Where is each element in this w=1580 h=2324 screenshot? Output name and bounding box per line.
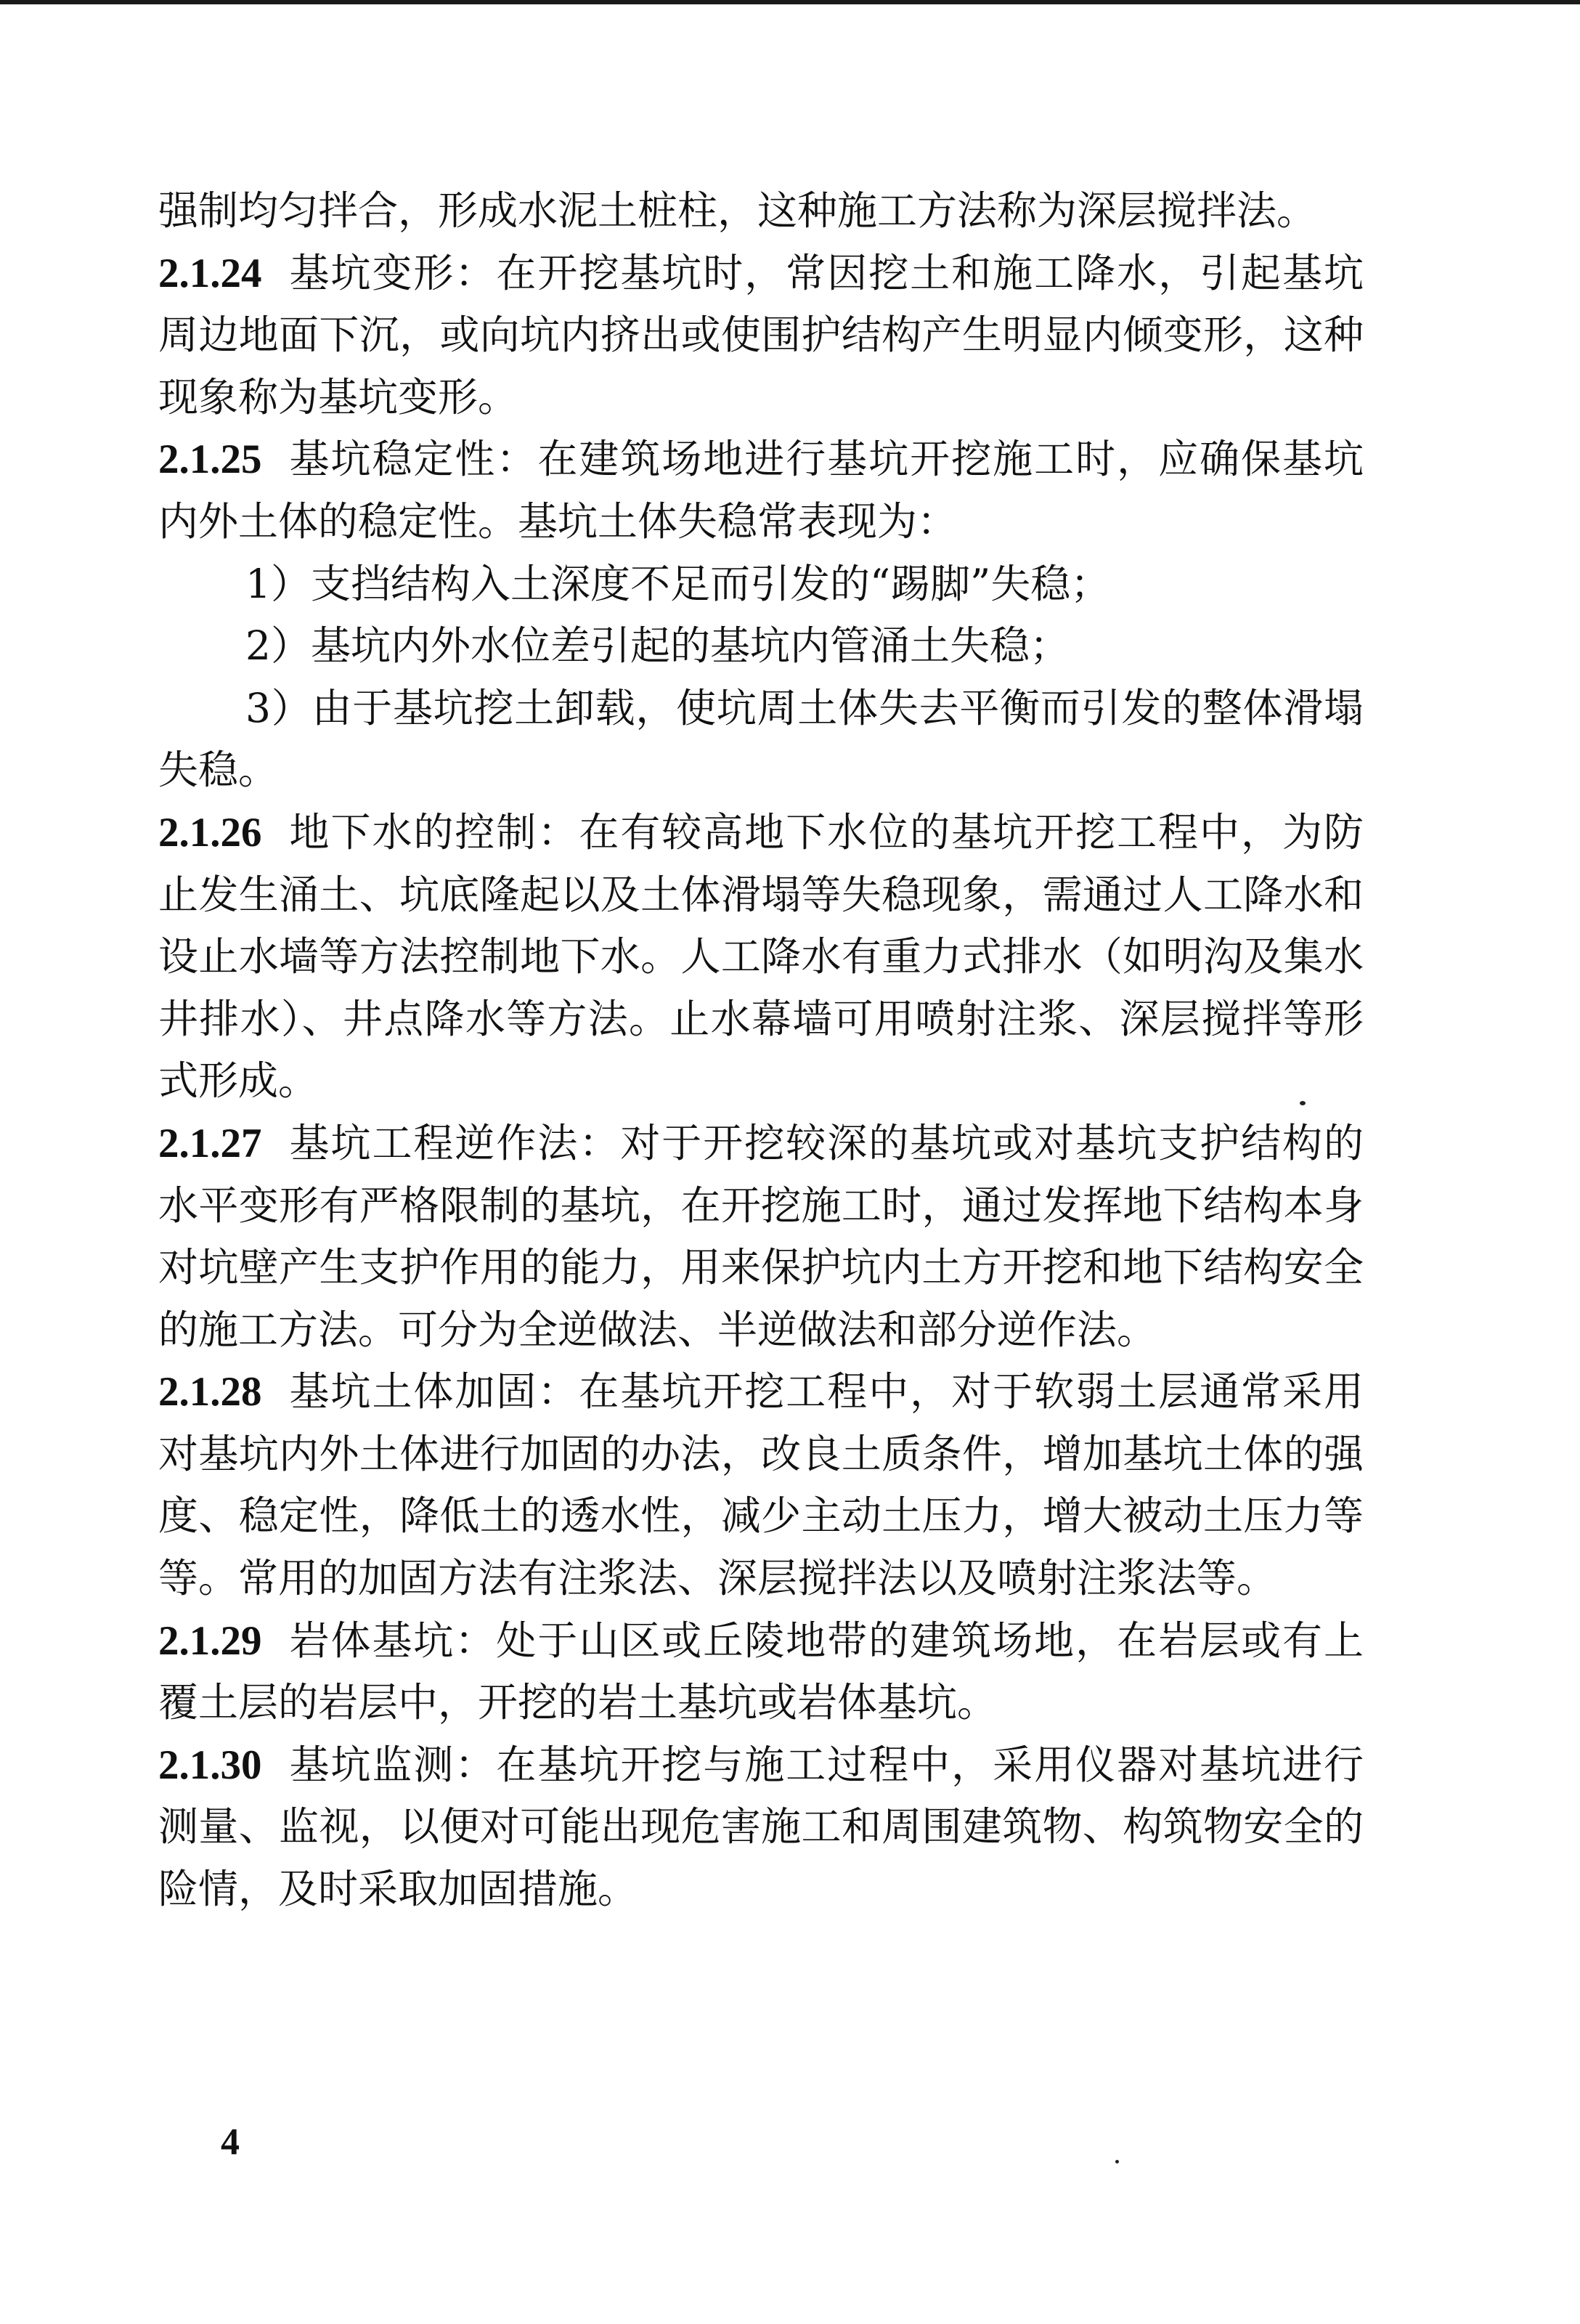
page-number: 4 [221, 2121, 240, 2163]
section-number: 2.1.29 [158, 1617, 262, 1664]
paragraph-text: 基坑变形：在开挖基坑时，常因挖土和施工降水，引起基坑周边地面下沉，或向坑内挤出或使围护结构产生明显内倾变形，这种现象称为基坑变形。 [158, 249, 1364, 420]
paragraph-text: 地下水的控制：在有较高地下水位的基坑开挖工程中，为防止发生涌土、坑底隆起以及土体滑塌等失稳现象，需通过人工降水和设止水墙等方法控制地下水。人工降水有重力式排水（如明沟及集水井排水）、井点降水等方法。止水幕墙可用喷射注浆、深层搅拌等形式形成。 [158, 808, 1364, 1105]
document-body [158, 180, 1364, 1921]
paragraph-text: 基坑土体加固：在基坑开挖工程中，对于软弱土层通常采用对基坑内外土体进行加固的办法，改良土质条件，增加基坑土体的强度、稳定性，降低土的透水性，减少主动土压力，增大被动土压力等等。常用的加固方法有注浆法、深层搅拌法以及喷射注浆法等。 [158, 1368, 1364, 1602]
paragraph-2-1-26 [158, 802, 1364, 1113]
paragraph-text: 基坑稳定性：在建筑场地进行基坑开挖施工时，应确保基坑内外土体的稳定性。基坑土体失稳常表现为： [158, 436, 1364, 545]
section-number: 2.1.27 [158, 1120, 262, 1166]
paragraph-text: 基坑工程逆作法：对于开挖较深的基坑或对基坑支护结构的水平变形有严格限制的基坑，在开挖施工时，通过发挥地下结构本身对坑壁产生支护作用的能力，用来保护坑内土方开挖和地下结构安全的施工方法。可分为全逆做法、半逆做法和部分逆作法。 [158, 1119, 1364, 1353]
paragraph-2-1-30 [158, 1734, 1364, 1921]
section-number: 2.1.25 [158, 436, 262, 483]
paragraph-text: 强制均匀拌合，形成水泥土桩柱，这种施工方法称为深层搅拌法。 [158, 187, 1317, 234]
paragraph-2-1-28 [158, 1361, 1364, 1609]
paragraph-2-1-24 [158, 243, 1364, 429]
list-item: 1）支挡结构入土深度不足而引发的“踢脚”失稳； [245, 560, 1111, 607]
list-item: 2）基坑内外水位差引起的基坑内管涌土失稳； [245, 622, 1070, 670]
scan-speck [1300, 1101, 1306, 1105]
page-top-edge [0, 0, 1580, 4]
paragraph-2-1-29 [158, 1610, 1364, 1734]
scan-speck [1115, 2160, 1119, 2163]
paragraph-2-1-27 [158, 1113, 1364, 1361]
paragraph-text: 基坑监测：在基坑开挖与施工过程中，采用仪器对基坑进行测量、监视，以便对可能出现危害施工和周围建筑物、构筑物安全的险情，及时采取加固措施。 [158, 1741, 1364, 1913]
list-item: 3）由于基坑挖土卸载，使坑周土体失去平衡而引发的整体滑塌失稳。 [158, 684, 1364, 794]
paragraph-2-1-25 [158, 428, 1364, 553]
section-number: 2.1.30 [158, 1742, 262, 1788]
paragraph-continuation [158, 180, 1364, 243]
paragraph-text: 岩体基坑：处于山区或丘陵地带的建筑场地，在岩层或有上覆土层的岩层中，开挖的岩土基坑或岩体基坑。 [158, 1617, 1364, 1726]
section-number: 2.1.26 [158, 809, 262, 856]
section-number: 2.1.28 [158, 1369, 262, 1415]
section-number: 2.1.24 [158, 250, 262, 296]
